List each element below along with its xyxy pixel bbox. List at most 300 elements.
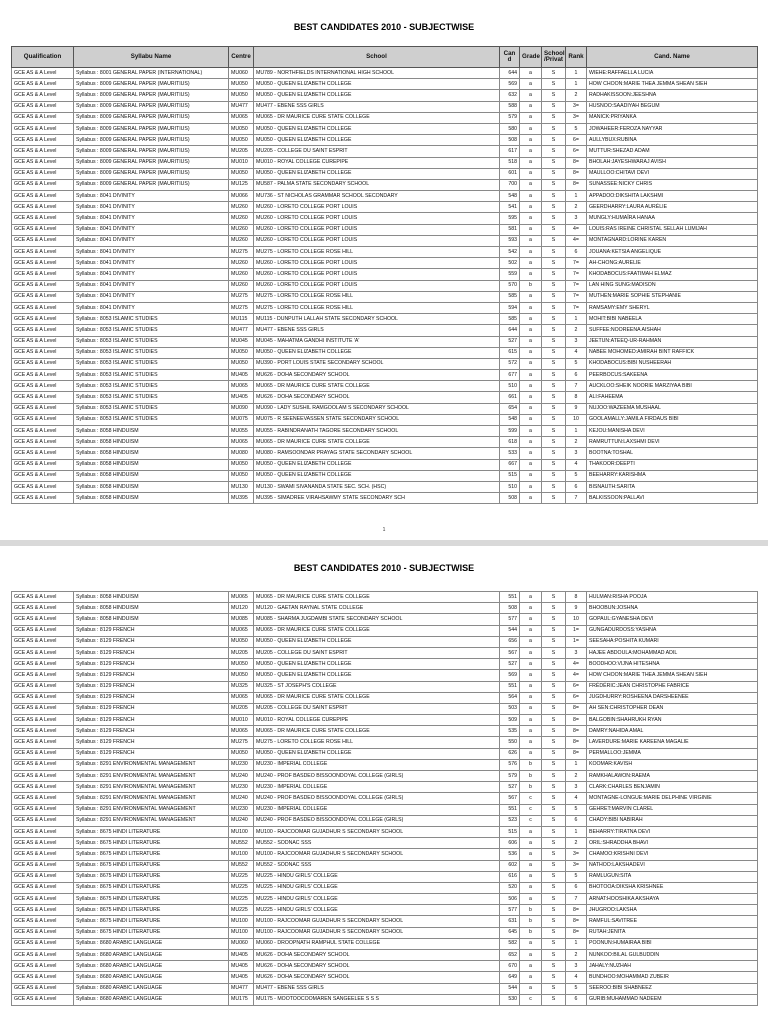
cell-school: MU050 - QUEEN ELIZABETH COLLEGE	[254, 135, 500, 146]
cell-cand: 617	[500, 146, 520, 157]
cell-school: MU275 - LORETO COLLEGE ROSE HILL	[254, 302, 500, 313]
cell-grade: a	[520, 681, 542, 692]
table-row	[12, 894, 758, 905]
cell-school-private: S	[542, 269, 566, 280]
cell-qualification: GCE AS & A Level	[12, 493, 74, 504]
cell-qualification: GCE AS & A Level	[12, 247, 74, 258]
cell-school-private: S	[542, 358, 566, 369]
cell-school-private: S	[542, 871, 566, 882]
cell-cand: 661	[500, 392, 520, 403]
cell-school-private: S	[542, 647, 566, 658]
cell-cand-name: GOPAUL:GYANESHA DEVI	[587, 614, 758, 625]
cell-cand-name: SEEROO:BIBI SHABNEEZ	[587, 983, 758, 994]
cell-rank: 7=	[566, 258, 587, 269]
table-row	[12, 112, 758, 123]
cell-school-private: S	[542, 938, 566, 949]
cell-centre: MU065	[229, 592, 254, 603]
cell-rank: 8=	[566, 905, 587, 916]
cell-qualification: GCE AS & A Level	[12, 838, 74, 849]
cell-school-private: S	[542, 347, 566, 358]
cell-centre: MU240	[229, 771, 254, 782]
cell-qualification: GCE AS & A Level	[12, 882, 74, 893]
cell-cand-name: NATHOO:LAKSHADEVI	[587, 860, 758, 871]
cell-syllabus: Syllabus : 8009 GENERAL PAPER (MAURITIUS)	[74, 146, 229, 157]
cell-cand: 508	[500, 135, 520, 146]
table-row	[12, 625, 758, 636]
cell-centre: MU050	[229, 135, 254, 146]
cell-cand-name: BEHARRY:TIRATNA DEVI	[587, 826, 758, 837]
cell-centre: MU115	[229, 314, 254, 325]
table-body	[12, 592, 758, 1006]
table-row	[12, 983, 758, 994]
cell-syllabus: Syllabus : 8041 DIVINITY	[74, 191, 229, 202]
cell-school-private: S	[542, 793, 566, 804]
cell-school: MU065 - DR MAURICE CURE STATE COLLEGE	[254, 437, 500, 448]
cell-grade: a	[520, 135, 542, 146]
cell-syllabus: Syllabus : 8291 ENVIRONMENTAL MANAGEMENT	[74, 759, 229, 770]
cell-school: MU065 - DR MAURICE CURE STATE COLLEGE	[254, 381, 500, 392]
cell-cand: 602	[500, 860, 520, 871]
cell-school-private: S	[542, 726, 566, 737]
cell-qualification: GCE AS & A Level	[12, 68, 74, 79]
cell-syllabus: Syllabus : 8041 DIVINITY	[74, 269, 229, 280]
cell-grade: a	[520, 481, 542, 492]
cell-rank: 8=	[566, 748, 587, 759]
cell-cand-name: NABEE MOHOMED:AMIRAH BINT RAFFICK	[587, 347, 758, 358]
cell-school-private: S	[542, 882, 566, 893]
table-row	[12, 191, 758, 202]
cell-cand: 548	[500, 191, 520, 202]
cell-cand-name: JOUANA:KETSIA ANGELIQUE	[587, 247, 758, 258]
cell-rank: 9	[566, 603, 587, 614]
cell-school: MU065 - DR MAURICE CURE STATE COLLEGE	[254, 112, 500, 123]
cell-cand: 508	[500, 603, 520, 614]
cell-qualification: GCE AS & A Level	[12, 748, 74, 759]
cell-school-private: S	[542, 123, 566, 134]
table-row	[12, 459, 758, 470]
cell-rank: 4	[566, 972, 587, 983]
cell-school: MU085 - SHARMA JUGDAMBI STATE SECONDARY SCHOOL	[254, 614, 500, 625]
page-title: BEST CANDIDATES 2010 - SUBJECTWISE	[293, 22, 475, 32]
cell-school: MU065 - DR MAURICE CURE STATE COLLEGE	[254, 726, 500, 737]
cell-school-private: S	[542, 927, 566, 938]
cell-cand: 569	[500, 670, 520, 681]
cell-qualification: GCE AS & A Level	[12, 771, 74, 782]
cell-centre: MU080	[229, 448, 254, 459]
cell-grade: a	[520, 179, 542, 190]
cell-syllabus: Syllabus : 8041 DIVINITY	[74, 202, 229, 213]
cell-centre: MU130	[229, 481, 254, 492]
cell-school: MU587 - PALMA STATE SECONDARY SCHOOL	[254, 179, 500, 190]
cell-rank: 7=	[566, 302, 587, 313]
cell-syllabus: Syllabus : 8129 FRENCH	[74, 636, 229, 647]
cell-rank: 2	[566, 950, 587, 961]
cell-rank: 3	[566, 213, 587, 224]
cell-school: MU275 - LORETO COLLEGE ROSE HILL	[254, 247, 500, 258]
cell-grade: a	[520, 426, 542, 437]
cell-qualification: GCE AS & A Level	[12, 804, 74, 815]
cell-cand-name: WIEHE:RAFFAELLA LUCIA	[587, 68, 758, 79]
cell-rank: 8=	[566, 703, 587, 714]
cell-cand: 582	[500, 938, 520, 949]
cell-school-private: S	[542, 592, 566, 603]
cell-school: MU065 - DR MAURICE CURE STATE COLLEGE	[254, 692, 500, 703]
cell-grade: a	[520, 692, 542, 703]
cell-cand: 700	[500, 179, 520, 190]
cell-school: MU050 - QUEEN ELIZABETH COLLEGE	[254, 123, 500, 134]
cell-cand-name: JAHALY:NUZHAH	[587, 961, 758, 972]
cell-school: MU175 - MOOTOOCOOMAREN SANGEELEE S S S	[254, 994, 500, 1005]
cell-school: MU100 - RAJCOOMAR GUJADHUR S SECONDARY SCHOOL	[254, 927, 500, 938]
table-row	[12, 670, 758, 681]
table-row	[12, 168, 758, 179]
cell-rank: 5	[566, 358, 587, 369]
cell-centre: MU050	[229, 123, 254, 134]
cell-school-private: S	[542, 681, 566, 692]
cell-syllabus: Syllabus : 8053 ISLAMIC STUDIES	[74, 347, 229, 358]
table-row	[12, 793, 758, 804]
cell-rank: 2	[566, 838, 587, 849]
cell-school-private: S	[542, 179, 566, 190]
cell-grade: a	[520, 625, 542, 636]
cell-centre: MU275	[229, 737, 254, 748]
cell-school-private: S	[542, 302, 566, 313]
cell-cand: 599	[500, 426, 520, 437]
cell-syllabus: Syllabus : 8058 HINDUISM	[74, 481, 229, 492]
table-row	[12, 681, 758, 692]
cell-centre: MU260	[229, 213, 254, 224]
cell-syllabus: Syllabus : 8129 FRENCH	[74, 703, 229, 714]
cell-school-private: S	[542, 493, 566, 504]
cell-centre: MU100	[229, 916, 254, 927]
table-header-row	[12, 47, 758, 68]
cell-rank: 6	[566, 882, 587, 893]
cell-cand: 515	[500, 470, 520, 481]
cell-rank: 4=	[566, 670, 587, 681]
cell-syllabus: Syllabus : 8041 DIVINITY	[74, 280, 229, 291]
table-row	[12, 972, 758, 983]
table-row	[12, 314, 758, 325]
table-row	[12, 157, 758, 168]
cell-cand-name: KHODABOCUS:FAATIMAH ELMAZ	[587, 269, 758, 280]
cell-centre: MU075	[229, 414, 254, 425]
cell-cand-name: LAN HING SUNG:MADISON	[587, 280, 758, 291]
cell-qualification: GCE AS & A Level	[12, 426, 74, 437]
cell-rank: 8=	[566, 179, 587, 190]
table-row	[12, 592, 758, 603]
cell-syllabus: Syllabus : 8129 FRENCH	[74, 726, 229, 737]
cell-centre: MU405	[229, 392, 254, 403]
cell-grade: a	[520, 448, 542, 459]
cell-grade: a	[520, 247, 542, 258]
cell-centre: MU205	[229, 146, 254, 157]
cell-school: MU050 - QUEEN ELIZABETH COLLEGE	[254, 636, 500, 647]
cell-syllabus: Syllabus : 8058 HINDUISM	[74, 448, 229, 459]
cell-syllabus: Syllabus : 8041 DIVINITY	[74, 291, 229, 302]
cell-school: MU065 - DR MAURICE CURE STATE COLLEGE	[254, 625, 500, 636]
cell-qualification: GCE AS & A Level	[12, 123, 74, 134]
cell-rank: 3=	[566, 860, 587, 871]
cell-rank: 7=	[566, 291, 587, 302]
cell-centre: MU405	[229, 961, 254, 972]
cell-cand-name: AH-CHONG:AURELIE	[587, 258, 758, 269]
cell-cand: 656	[500, 636, 520, 647]
cell-grade: a	[520, 269, 542, 280]
cell-qualification: GCE AS & A Level	[12, 905, 74, 916]
cell-centre: MU060	[229, 68, 254, 79]
cell-centre: MU050	[229, 459, 254, 470]
cell-cand: 579	[500, 771, 520, 782]
cell-rank: 6=	[566, 692, 587, 703]
cell-syllabus: Syllabus : 8129 FRENCH	[74, 748, 229, 759]
cell-qualification: GCE AS & A Level	[12, 258, 74, 269]
cell-grade: a	[520, 826, 542, 837]
cell-school-private: S	[542, 68, 566, 79]
cell-school-private: S	[542, 715, 566, 726]
cell-school: MU626 - DOHA SECONDARY SCHOOL	[254, 961, 500, 972]
cell-grade: a	[520, 258, 542, 269]
table-row	[12, 905, 758, 916]
cell-qualification: GCE AS & A Level	[12, 470, 74, 481]
cell-qualification: GCE AS & A Level	[12, 135, 74, 146]
cell-centre: MU260	[229, 258, 254, 269]
cell-centre: MU552	[229, 860, 254, 871]
cell-cand-name: LAVERDURE:MARIE KAREENA MAGALIE	[587, 737, 758, 748]
cell-centre: MU050	[229, 659, 254, 670]
table-row	[12, 403, 758, 414]
cell-qualification: GCE AS & A Level	[12, 871, 74, 882]
cell-cand-name: GUNGADURDOSS:YASHNA	[587, 625, 758, 636]
cell-qualification: GCE AS & A Level	[12, 235, 74, 246]
cell-grade: a	[520, 715, 542, 726]
cell-syllabus: Syllabus : 8291 ENVIRONMENTAL MANAGEMENT	[74, 804, 229, 815]
cell-syllabus: Syllabus : 8129 FRENCH	[74, 737, 229, 748]
cell-school: MU050 - QUEEN ELIZABETH COLLEGE	[254, 90, 500, 101]
cell-cand: 631	[500, 916, 520, 927]
cell-school-private: S	[542, 961, 566, 972]
cell-grade: a	[520, 68, 542, 79]
cell-school-private: S	[542, 470, 566, 481]
cell-centre: MU045	[229, 336, 254, 347]
cell-rank: 7	[566, 381, 587, 392]
cell-cand: 527	[500, 782, 520, 793]
table-row	[12, 804, 758, 815]
cell-rank: 1=	[566, 625, 587, 636]
cell-cand: 551	[500, 592, 520, 603]
cell-syllabus: Syllabus : 8675 HINDI LITERATURE	[74, 838, 229, 849]
table-row	[12, 826, 758, 837]
cell-centre: MU225	[229, 871, 254, 882]
cell-grade: a	[520, 403, 542, 414]
cell-rank: 3=	[566, 849, 587, 860]
cell-syllabus: Syllabus : 8053 ISLAMIC STUDIES	[74, 414, 229, 425]
document-page-2	[0, 546, 768, 1024]
cell-syllabus: Syllabus : 8675 HINDI LITERATURE	[74, 916, 229, 927]
cell-qualification: GCE AS & A Level	[12, 994, 74, 1005]
cell-centre: MU230	[229, 804, 254, 815]
cell-grade: a	[520, 437, 542, 448]
cell-qualification: GCE AS & A Level	[12, 793, 74, 804]
cell-qualification: GCE AS & A Level	[12, 448, 74, 459]
cell-cand: 594	[500, 302, 520, 313]
cell-syllabus: Syllabus : 8680 ARABIC LANGUAGE	[74, 961, 229, 972]
table-row	[12, 871, 758, 882]
cell-qualification: GCE AS & A Level	[12, 90, 74, 101]
table-row	[12, 603, 758, 614]
table-row	[12, 737, 758, 748]
table-row	[12, 68, 758, 79]
cell-grade: a	[520, 235, 542, 246]
table-row	[12, 291, 758, 302]
cell-grade: a	[520, 336, 542, 347]
cell-grade: a	[520, 614, 542, 625]
cell-qualification: GCE AS & A Level	[12, 336, 74, 347]
cell-school-private: S	[542, 213, 566, 224]
table-row	[12, 202, 758, 213]
cell-syllabus: Syllabus : 8053 ISLAMIC STUDIES	[74, 358, 229, 369]
cell-centre: MU260	[229, 224, 254, 235]
cell-school-private: S	[542, 737, 566, 748]
cell-syllabus: Syllabus : 8058 HINDUISM	[74, 470, 229, 481]
cell-school-private: S	[542, 950, 566, 961]
cell-qualification: GCE AS & A Level	[12, 715, 74, 726]
cell-school-private: S	[542, 459, 566, 470]
cell-centre: MU225	[229, 894, 254, 905]
cell-qualification: GCE AS & A Level	[12, 370, 74, 381]
cell-school-private: S	[542, 994, 566, 1005]
cell-rank: 6=	[566, 146, 587, 157]
cell-grade: a	[520, 381, 542, 392]
table-body	[12, 68, 758, 504]
table-row	[12, 426, 758, 437]
page-title: BEST CANDIDATES 2010 - SUBJECTWISE	[293, 563, 475, 573]
table-row	[12, 101, 758, 112]
cell-qualification: GCE AS & A Level	[12, 603, 74, 614]
cell-cand-name: RAMFUL:SAVITREE	[587, 916, 758, 927]
cell-qualification: GCE AS & A Level	[12, 592, 74, 603]
cell-syllabus: Syllabus : 8009 GENERAL PAPER (MAURITIUS)	[74, 179, 229, 190]
cell-school-private: S	[542, 983, 566, 994]
cell-school-private: S	[542, 481, 566, 492]
column-header-grade: Grade	[520, 47, 542, 68]
cell-centre: MU050	[229, 90, 254, 101]
cell-rank: 8	[566, 592, 587, 603]
cell-cand-name: CLARK:CHARLES BENJAMIN	[587, 782, 758, 793]
cell-cand: 564	[500, 692, 520, 703]
cell-cand: 542	[500, 247, 520, 258]
cell-syllabus: Syllabus : 8129 FRENCH	[74, 692, 229, 703]
cell-syllabus: Syllabus : 8675 HINDI LITERATURE	[74, 894, 229, 905]
cell-cand: 548	[500, 414, 520, 425]
cell-cand: 593	[500, 235, 520, 246]
cell-syllabus: Syllabus : 8058 HINDUISM	[74, 426, 229, 437]
cell-grade: a	[520, 314, 542, 325]
cell-centre: MU050	[229, 79, 254, 90]
cell-syllabus: Syllabus : 8675 HINDI LITERATURE	[74, 905, 229, 916]
cell-syllabus: Syllabus : 8680 ARABIC LANGUAGE	[74, 972, 229, 983]
cell-centre: MU275	[229, 302, 254, 313]
table-row	[12, 759, 758, 770]
cell-centre: MU050	[229, 470, 254, 481]
cell-school-private: S	[542, 860, 566, 871]
cell-syllabus: Syllabus : 8129 FRENCH	[74, 670, 229, 681]
cell-centre: MU477	[229, 983, 254, 994]
cell-cand-name: DAMRY:NAHIDA AMAL	[587, 726, 758, 737]
cell-qualification: GCE AS & A Level	[12, 625, 74, 636]
cell-school: MU552 - SODNAC SSS	[254, 838, 500, 849]
cell-cand: 632	[500, 90, 520, 101]
cell-school-private: S	[542, 692, 566, 703]
cell-school: MU626 - DOHA SECONDARY SCHOOL	[254, 972, 500, 983]
cell-cand: 523	[500, 815, 520, 826]
cell-school-private: S	[542, 392, 566, 403]
column-header-cand-name: Cand. Name	[587, 47, 758, 68]
table-row	[12, 448, 758, 459]
cell-qualification: GCE AS & A Level	[12, 179, 74, 190]
cell-cand-name: CHADY:BIBI NABIRAH	[587, 815, 758, 826]
cell-school-private: S	[542, 905, 566, 916]
cell-grade: a	[520, 414, 542, 425]
cell-cand: 533	[500, 448, 520, 459]
cell-centre: MU065	[229, 692, 254, 703]
cell-school: MU055 - RABINDRANATH TAGORE SECONDARY SCHOOL	[254, 426, 500, 437]
cell-qualification: GCE AS & A Level	[12, 224, 74, 235]
cell-school: MU010 - ROYAL COLLEGE CUREPIPE	[254, 715, 500, 726]
cell-school: MU100 - RAJCOOMAR GUJADHUR S SECONDARY SCHOOL	[254, 849, 500, 860]
cell-cand: 559	[500, 269, 520, 280]
cell-rank: 1	[566, 68, 587, 79]
cell-grade: b	[520, 771, 542, 782]
cell-centre: MU275	[229, 291, 254, 302]
cell-grade: a	[520, 470, 542, 481]
table-row	[12, 123, 758, 134]
cell-grade: a	[520, 938, 542, 949]
column-header-qualification: Qualification	[12, 47, 74, 68]
cell-syllabus: Syllabus : 8009 GENERAL PAPER (MAURITIUS)	[74, 168, 229, 179]
cell-syllabus: Syllabus : 8675 HINDI LITERATURE	[74, 826, 229, 837]
cell-cand-name: BOOTNA:TOSHAL	[587, 448, 758, 459]
cell-cand: 652	[500, 950, 520, 961]
table-row	[12, 258, 758, 269]
cell-cand-name: BHOLAH:JAYESHWARAJ AVISH	[587, 157, 758, 168]
cell-cand-name: THAKOOR:DEEPTI	[587, 459, 758, 470]
cell-centre: MU240	[229, 815, 254, 826]
cell-grade: a	[520, 636, 542, 647]
cell-school-private: S	[542, 782, 566, 793]
cell-cand: 581	[500, 224, 520, 235]
cell-grade: a	[520, 493, 542, 504]
cell-school: MU050 - QUEEN ELIZABETH COLLEGE	[254, 79, 500, 90]
cell-school: MU275 - LORETO COLLEGE ROSE HILL	[254, 291, 500, 302]
cell-cand: 503	[500, 703, 520, 714]
cell-grade: a	[520, 347, 542, 358]
cell-rank: 5	[566, 470, 587, 481]
cell-qualification: GCE AS & A Level	[12, 759, 74, 770]
table-row	[12, 994, 758, 1005]
cell-cand: 570	[500, 280, 520, 291]
cell-rank: 5	[566, 871, 587, 882]
cell-syllabus: Syllabus : 8291 ENVIRONMENTAL MANAGEMENT	[74, 815, 229, 826]
cell-centre: MU090	[229, 403, 254, 414]
cell-school-private: S	[542, 258, 566, 269]
cell-school-private: S	[542, 759, 566, 770]
cell-school: MU260 - LORETO COLLEGE PORT LOUIS	[254, 202, 500, 213]
cell-school-private: S	[542, 90, 566, 101]
cell-qualification: GCE AS & A Level	[12, 950, 74, 961]
cell-cand-name: JEETUN:ATEEQ-UR-RAHMAN	[587, 336, 758, 347]
cell-school-private: S	[542, 448, 566, 459]
cell-school: MU626 - DOHA SECONDARY SCHOOL	[254, 370, 500, 381]
